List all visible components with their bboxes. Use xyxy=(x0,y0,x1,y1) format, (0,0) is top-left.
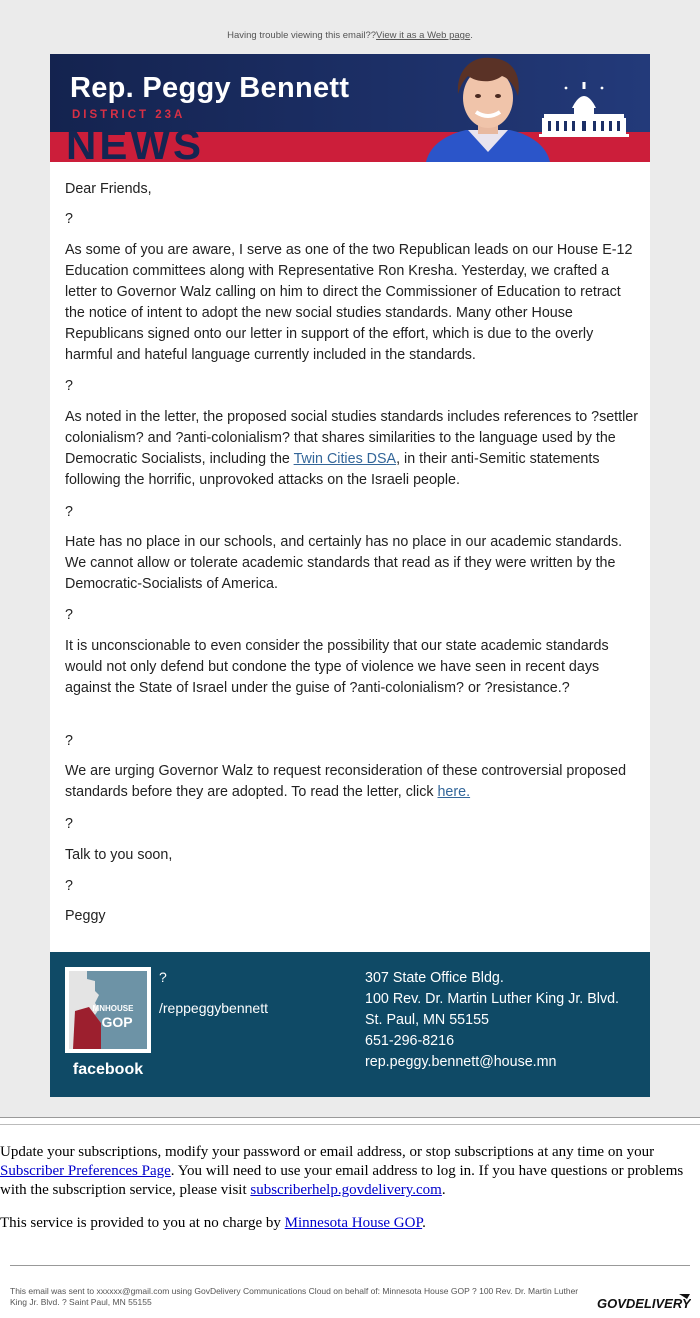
govdelivery-logo[interactable] xyxy=(595,1286,691,1314)
banner-news-word: NEWS xyxy=(66,121,204,162)
divider xyxy=(0,1117,700,1118)
office-address xyxy=(365,968,619,1073)
banner-rep-name: Rep. Peggy Bennett xyxy=(70,72,350,104)
footer-placeholder-mark: ? xyxy=(159,969,167,985)
paragraph-3: Hate has no place in our schools, and certainly has no place in our academic standards. We cannot allow or tolerate academic standards that read as if they were written by the Democratic-Socialists of America. xyxy=(65,534,623,592)
service-paragraph: This service is provided to you at no charge by Minnesota House GOP. xyxy=(0,1215,426,1231)
subscriber-preferences-link[interactable]: Subscriber Preferences Page xyxy=(0,1163,171,1179)
preheader: Having trouble viewing this email??View it as a Web page. xyxy=(227,30,473,41)
closing: Talk to you soon, xyxy=(65,847,173,863)
spacer-mark: ? xyxy=(65,211,73,227)
sent-to-notice: This email was sent to xxxxxx@gmail.com using GovDelivery Communications Cloud on behalf of: Minnesota House GOP ? 100 Rev. Dr. Martin Luther King Jr. Blvd. ? Saint Paul, MN 55155 xyxy=(10,1286,579,1307)
spacer-mark: ? xyxy=(65,816,73,832)
greeting: Dear Friends, xyxy=(65,181,152,197)
spacer-mark: ? xyxy=(65,504,73,520)
banner-district: DISTRICT 23A xyxy=(72,109,186,121)
svg-text:MNHOUSE: MNHOUSE xyxy=(92,1004,134,1013)
address-line: 307 State Office Bldg. xyxy=(365,970,504,986)
read-letter-link[interactable]: here. xyxy=(437,784,471,800)
header-banner xyxy=(50,54,650,162)
contact-footer xyxy=(50,952,650,1097)
signature: Peggy xyxy=(65,908,106,924)
address-line: St. Paul, MN 55155 xyxy=(365,1012,489,1028)
paragraph-5: We are urging Governor Walz to request reconsideration of these controversial proposed standards before they are adopted. To read the letter, click here. xyxy=(65,763,627,800)
minnesota-house-gop-link[interactable]: Minnesota House GOP xyxy=(284,1215,423,1231)
phone-number: 651-296-8216 xyxy=(365,1033,455,1049)
svg-text:facebook: facebook xyxy=(72,1061,144,1078)
spacer-mark: ? xyxy=(65,733,73,749)
view-web-page-link[interactable]: View it as a Web page xyxy=(376,30,471,41)
subscription-paragraph: Update your subscriptions, modify your password or email address, or stop subscriptions at any time on your Subscriber Preferences Page. You will need to use your email address to log in. If you have questions or problems with the subscription service, please visit subscriberhelp.govdelivery.com. xyxy=(0,1144,684,1198)
paragraph-4: It is unconscionable to even consider the possibility that our state academic standards would not only defend but condone the type of violence we have seen in recent days against the State of Israel under the guise of ?anti-colonialism? or ?resistance.? xyxy=(65,638,609,696)
facebook-icon[interactable] xyxy=(65,967,151,1082)
subscription-info xyxy=(0,1143,700,1247)
spacer-mark: ? xyxy=(65,878,73,894)
spacer-mark: ? xyxy=(65,378,73,394)
capitol-building-icon xyxy=(536,78,632,138)
preheader-text: Having trouble viewing this email?? xyxy=(227,30,377,41)
spacer-mark: ? xyxy=(65,607,73,623)
address-line: 100 Rev. Dr. Martin Luther King Jr. Blvd. xyxy=(365,991,620,1007)
divider xyxy=(0,1124,700,1125)
twin-cities-dsa-link[interactable]: Twin Cities DSA xyxy=(293,451,397,467)
svg-text:GOP: GOP xyxy=(101,1014,133,1030)
email-address[interactable]: rep.peggy.bennett@house.mn xyxy=(365,1054,557,1070)
email-body xyxy=(50,162,650,952)
facebook-handle-link[interactable]: /reppeggybennett xyxy=(159,1000,268,1016)
subscriber-help-link[interactable]: subscriberhelp.govdelivery.com xyxy=(250,1182,442,1198)
divider xyxy=(10,1265,690,1266)
svg-text:GOVDELIVERY: GOVDELIVERY xyxy=(597,1296,691,1311)
paragraph-2: As noted in the letter, the proposed social studies standards includes references to ?settler colonialism? and ?anti-colonialism? that shares similarities to the language used by the Democratic Socialists, including the Twin Cities DSA, in their anti-Semitic statements following the horrific, unprovoked attacks on the Israeli people. xyxy=(65,409,639,488)
paragraph-1: As some of you are aware, I serve as one of the two Republican leads on our House E-12 Education committees along with Representative Ron Kresha. Yesterday, we crafted a letter to Governor Walz calling on him to direct the Commissioner of Education to retract the notice of intent to adopt the new social studies standards. Many other House Republicans signed onto our letter in support of the effort, which is due to the overly harmful and hateful language currently included in the standards. xyxy=(65,242,633,363)
